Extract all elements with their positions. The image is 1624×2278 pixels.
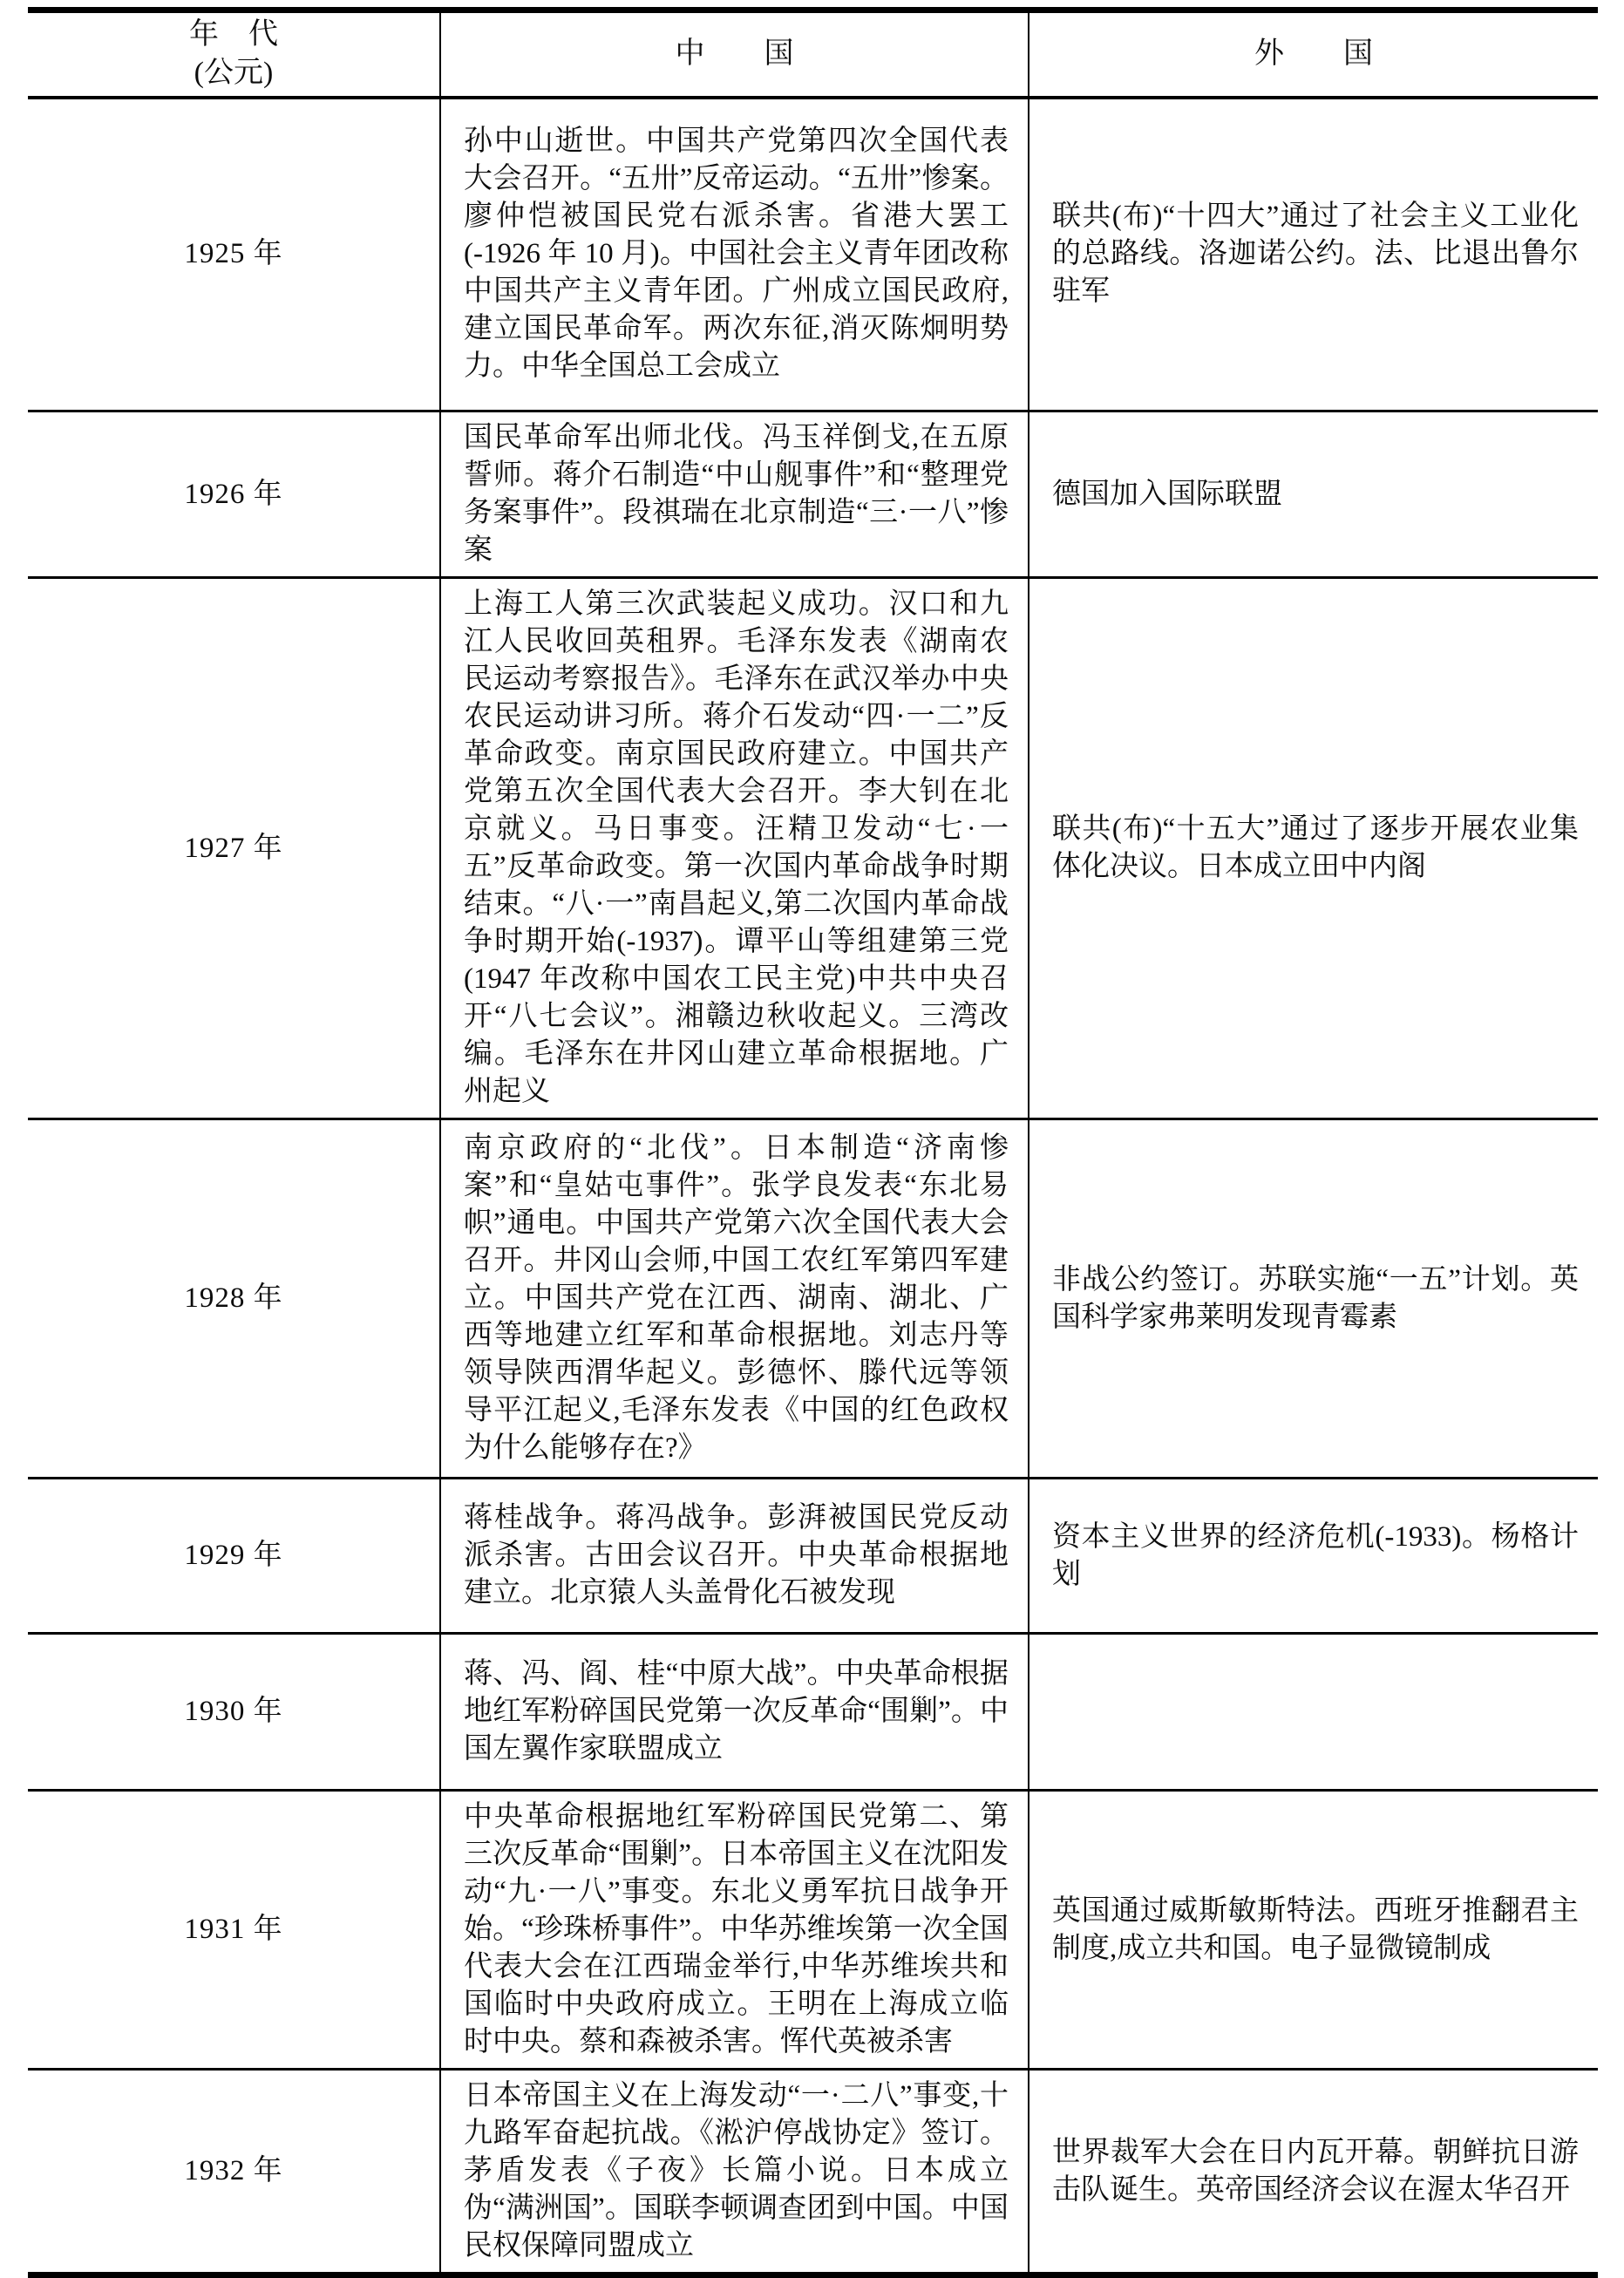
foreign-cell: 非战公约签订。苏联实施“一五”计划。英国科学家弗莱明发现青霉素 [1029,1119,1598,1479]
foreign-cell [1029,1634,1598,1791]
table-row [28,1791,1598,2070]
china-cell: 国民革命军出师北伐。冯玉祥倒戈,在五原誓师。蒋介石制造“中山舰事件”和“整理党务案事件”。段祺瑞在北京制造“三·一八”惨案 [440,411,1029,578]
header-row [28,10,1598,98]
table-row [28,1479,1598,1634]
year-cell: 1926 年 [28,411,440,578]
year-cell: 1931 年 [28,1791,440,2070]
table-row [28,1634,1598,1791]
year-cell: 1930 年 [28,1634,440,1791]
china-cell: 蒋、冯、阎、桂“中原大战”。中央革命根据地红军粉碎国民党第一次反革命“围剿”。中国左翼作家联盟成立 [440,1634,1029,1791]
chronology-table [28,7,1598,2278]
year-cell: 1925 年 [28,98,440,411]
header-year [28,10,440,98]
table-row [28,578,1598,1119]
year-cell: 1928 年 [28,1119,440,1479]
year-cell: 1929 年 [28,1479,440,1634]
header-year-line1: 年 代 [189,18,278,51]
header-year-line2: (公元) [194,57,274,90]
table-row [28,1119,1598,1479]
china-cell: 上海工人第三次武装起义成功。汉口和九江人民收回英租界。毛泽东发表《湖南农民运动考察报告》。毛泽东在武汉举办中央农民运动讲习所。蒋介石发动“四·一二”反革命政变。南京国民政府建立。中国共产党第五次全国代表大会召开。李大钊在北京就义。马日事变。汪精卫发动“七·一五”反革命政变。第一次国内革命战争时期结束。“八·一”南昌起义,第二次国内革命战争时期开始(-1937)。谭平山等组建第三党(1947 年改称中国农工民主党)中共中央召开“八七会议”。湘赣边秋收起义。三湾改编。毛泽东在井冈山建立革命根据地。广州起义 [440,578,1029,1119]
header-china: 中 国 [440,10,1029,98]
china-cell: 日本帝国主义在上海发动“一·二八”事变,十九路军奋起抗战。《淞沪停战协定》签订。茅盾发表《子夜》长篇小说。日本成立伪“满洲国”。国联李顿调查团到中国。中国民权保障同盟成立 [440,2070,1029,2275]
table-body [28,98,1598,2275]
header-foreign: 外 国 [1029,10,1598,98]
china-cell: 孙中山逝世。中国共产党第四次全国代表大会召开。“五卅”反帝运动。“五卅”惨案。廖仲恺被国民党右派杀害。省港大罢工(-1926 年 10 月)。中国社会主义青年团改称中国共产主义青年团。广州成立国民政府,建立国民革命军。两次东征,消灭陈炯明势力。中华全国总工会成立 [440,98,1029,411]
foreign-cell: 联共(布)“十五大”通过了逐步开展农业集体化决议。日本成立田中内阁 [1029,578,1598,1119]
table-row [28,98,1598,411]
china-cell: 南京政府的“北伐”。日本制造“济南惨案”和“皇姑屯事件”。张学良发表“东北易帜”通电。中国共产党第六次全国代表大会召开。井冈山会师,中国工农红军第四军建立。中国共产党在江西、湖南、湖北、广西等地建立红军和革命根据地。刘志丹等领导陕西渭华起义。彭德怀、滕代远等领导平江起义,毛泽东发表《中国的红色政权为什么能够存在?》 [440,1119,1029,1479]
foreign-cell: 世界裁军大会在日内瓦开幕。朝鲜抗日游击队诞生。英帝国经济会议在渥太华召开 [1029,2070,1598,2275]
year-cell: 1927 年 [28,578,440,1119]
china-cell: 蒋桂战争。蒋冯战争。彭湃被国民党反动派杀害。古田会议召开。中央革命根据地建立。北京猿人头盖骨化石被发现 [440,1479,1029,1634]
year-cell: 1932 年 [28,2070,440,2275]
foreign-cell: 英国通过威斯敏斯特法。西班牙推翻君主制度,成立共和国。电子显微镜制成 [1029,1791,1598,2070]
foreign-cell: 资本主义世界的经济危机(-1933)。杨格计划 [1029,1479,1598,1634]
table-row [28,411,1598,578]
china-cell: 中央革命根据地红军粉碎国民党第二、第三次反革命“围剿”。日本帝国主义在沈阳发动“九·一八”事变。东北义勇军抗日战争开始。“珍珠桥事件”。中华苏维埃第一次全国代表大会在江西瑞金举行,中华苏维埃共和国临时中央政府成立。王明在上海成立临时中央。蔡和森被杀害。恽代英被杀害 [440,1791,1029,2070]
table-row [28,2070,1598,2275]
foreign-cell: 联共(布)“十四大”通过了社会主义工业化的总路线。洛迦诺公约。法、比退出鲁尔驻军 [1029,98,1598,411]
foreign-cell: 德国加入国际联盟 [1029,411,1598,578]
